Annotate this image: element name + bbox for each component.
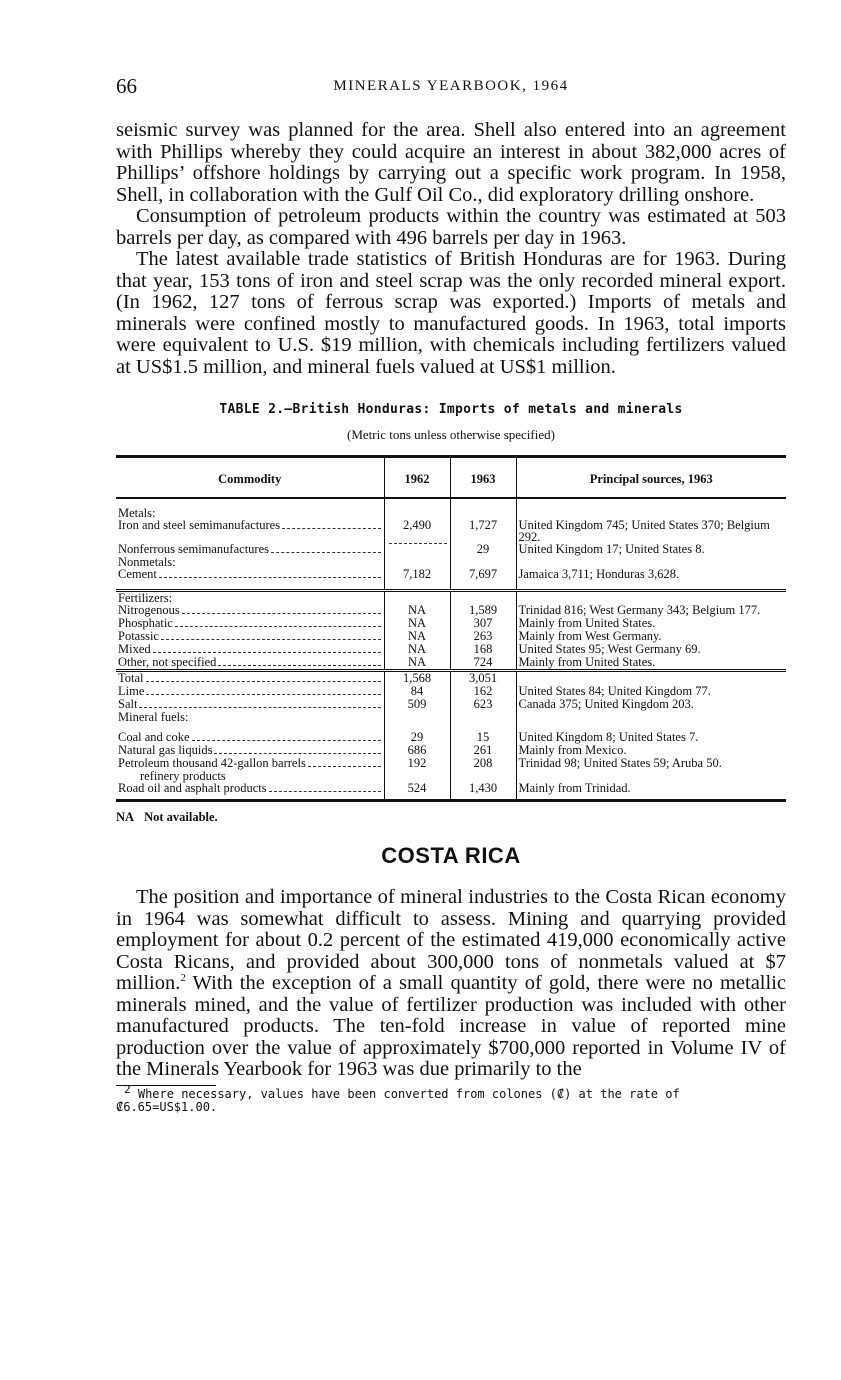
row-label: Nonmetals: [116,556,384,568]
principal-sources: United Kingdom 745; United States 370; Belgium 292. [518,518,770,544]
document-page [116,72,786,1114]
table-row [116,543,786,556]
value-1962: NA [384,656,450,671]
value-1963: 208 [450,757,516,782]
value-1962: 686 [384,744,450,757]
row-label-continued: refinery products [140,769,226,783]
running-title: MINERALS YEARBOOK, 1964 [333,78,569,94]
table-row [116,604,786,617]
footnote-divider [116,1085,216,1086]
value-1963: 15 [450,731,516,744]
value-1962: NA [384,643,450,656]
value-1963: 29 [450,543,516,556]
row-label: Salt [118,697,138,711]
table-row [116,731,786,744]
principal-sources: Mainly from United States. [518,655,656,669]
page-header [116,72,786,102]
table-row [116,643,786,656]
value-1963: 1,589 [450,604,516,617]
imports-table [116,455,786,802]
value-1962: NA [384,617,450,630]
table-row [116,757,786,782]
value-1963: 3,051 [450,671,516,686]
row-label: Petroleum thousand 42-gallon barrels [118,756,306,770]
footnote-reference: 2 [180,972,186,985]
row-label: Mixed [118,642,151,656]
row-label: Fertilizers: [116,591,384,605]
value-1963: 724 [450,656,516,671]
value-1962: 1,568 [384,671,450,686]
table-row [116,519,786,543]
table-row [116,711,786,723]
value-1963: 1,727 [450,519,516,543]
row-label: Nitrogenous [118,603,180,617]
value-1963: 261 [450,744,516,757]
body-paragraph: The latest available trade statistics of British Honduras are for 1963. During that year, 153 tons of iron and steel scrap was the only recorded mineral export. (In 1962, 127 tons of ferrous scrap was exported.) Imports of metals and minerals were confined mostly to manufactured goods. In 1963, total imports were equivalent to U.S. $19 million, with chemicals including fertilizers valued at US$1.5 million, and mineral fuels valued at US$1 million. [116,248,786,378]
table-row [116,656,786,671]
body-paragraph [116,887,786,1081]
table-row [116,698,786,711]
value-1963: 263 [450,630,516,643]
table-caption: TABLE 2.—British Honduras: Imports of metals and minerals [219,402,683,417]
row-label: Metals: [116,507,384,519]
value-1962: NA [384,604,450,617]
table-row [116,568,786,581]
footnote-text: Where necessary, values have been converted from colones (₡) at the rate of ₡6.65=US$1.00. [116,1086,680,1114]
value-1962: 29 [384,731,450,744]
column-header-commodity: Commodity [116,457,384,499]
footnote-marker: 2 [124,1082,131,1096]
principal-sources: United States 95; West Germany 69. [518,642,701,656]
row-label: Lime [118,684,145,698]
principal-sources: Mainly from Trinidad. [516,782,786,801]
section-heading: COSTA RICA [381,843,521,868]
paragraph-text: The position and importance of mineral industries to the Costa Rican economy in 1964 was somewhat difficult to assess. Mining and quarrying provided employment for about 0.2 percent of the estimated 419,000 economically active Costa Ricans, and provided about 300,000 tons of nonmetals valued at $7 million. [116,886,786,994]
row-label: Natural gas liquids [118,743,213,757]
value-1962: 2,490 [384,519,450,543]
row-label: Iron and steel semimanufactures [118,518,281,532]
value-1962: 7,182 [384,568,450,581]
row-label: Cement [118,567,157,581]
column-header-1962: 1962 [384,457,450,499]
table-row [116,556,786,568]
principal-sources: United States 84; United Kingdom 77. [518,684,711,698]
table-row [116,617,786,630]
principal-sources: United Kingdom 8; United States 7. [518,730,699,744]
value-1962: 84 [384,685,450,698]
column-header-sources: Principal sources, 1963 [516,457,786,499]
value-1962: 509 [384,698,450,711]
footnote-definition: Not available. [144,810,218,824]
value-1962: NA [384,630,450,643]
principal-sources: Trinidad 98; United States 59; Aruba 50. [518,756,722,770]
table-row [116,591,786,605]
principal-sources: Trinidad 816; West Germany 343; Belgium 177. [518,603,761,617]
row-label: Phosphatic [118,616,173,630]
table-footnote [116,810,786,825]
body-paragraph: seismic survey was planned for the area. Shell also entered into an agreement with Phillips whereby they could acquire an interest in about 382,000 acres of Phillips’ offshore holdings by carrying out a specific work program. In 1958, Shell, in collaboration with the Gulf Oil Co., did exploratory drilling onshore. [116,119,786,206]
body-paragraph: Consumption of petroleum products within the country was estimated at 503 barrels per day, as compared with 496 barrels per day in 1963. [116,205,786,249]
table-subtitle: (Metric tons unless otherwise specified) [347,427,555,442]
principal-sources: Canada 375; United Kingdom 203. [518,697,694,711]
value-1963: 623 [450,698,516,711]
row-label: Road oil and asphalt products [118,781,267,795]
row-label: Other, not specified [118,655,217,669]
table-row [116,782,786,801]
value-1962: 192 [384,757,450,782]
row-label: Total [118,671,144,685]
value-1962: 524 [384,782,450,801]
value-1963: 168 [450,643,516,656]
principal-sources: Mainly from Mexico. [518,743,627,757]
value-1963: 307 [450,617,516,630]
row-label: Potassic [118,629,159,643]
row-label: Coal and coke [118,730,190,744]
column-header-1963: 1963 [450,457,516,499]
principal-sources: Jamaica 3,711; Honduras 3,628. [518,567,680,581]
row-label: Nonferrous semimanufactures [118,542,269,556]
table-header-row [116,457,786,499]
table-row [116,671,786,686]
principal-sources: Mainly from West Germany. [518,629,662,643]
principal-sources: Mainly from United States. [518,616,656,630]
page-number: 66 [116,74,137,98]
footnote-abbreviation: NA [116,810,135,824]
value-1963: 7,697 [450,568,516,581]
principal-sources: United Kingdom 17; United States 8. [518,542,705,556]
value-1963: 1,430 [450,782,516,801]
paragraph-text-continued: With the exception of a small quantity of gold, there were no metallic minerals mined, and the value of fertilizer production was included with other manufactured products. The ten-fold increase in value of reported mine production over the value of approximately $700,000 reported in Volume IV of the Minerals Yearbook for 1963 was due primarily to the [116,972,786,1080]
row-label: Mineral fuels: [116,711,384,723]
value-1963: 162 [450,685,516,698]
page-footnote [116,1082,786,1114]
